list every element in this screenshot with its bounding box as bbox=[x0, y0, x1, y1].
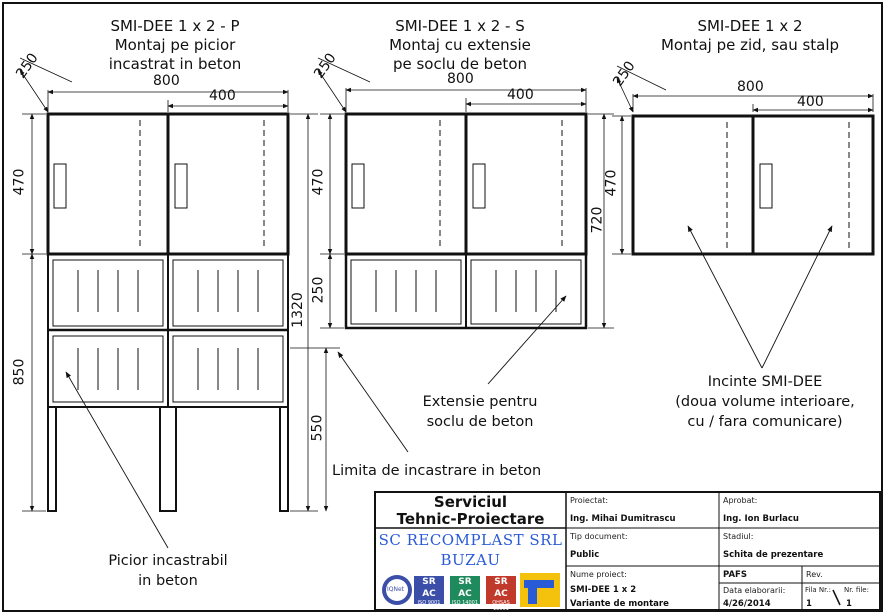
cert-badge-iso14001-label: SR AC bbox=[458, 577, 472, 599]
cert-badge-iso9001-label: SR AC bbox=[422, 577, 436, 599]
department-name bbox=[375, 494, 566, 528]
variant-p-dim-half: 400 bbox=[209, 88, 236, 104]
cert-badge-iso9001 bbox=[414, 576, 444, 604]
tip-document-label: Tip document: bbox=[570, 532, 628, 541]
variant-s-drawing bbox=[318, 58, 614, 328]
cert-badge-iso9001-sub: ISO 9001 bbox=[417, 600, 441, 606]
variant-s-dim-lower: 250 bbox=[310, 276, 327, 304]
aprobat-label: Aprobat: bbox=[723, 496, 758, 505]
nr-file-label: Nr. file: bbox=[844, 586, 869, 594]
fila-label: Fila Nr.: bbox=[805, 586, 831, 594]
aprobat-value: Ing. Ion Burlacu bbox=[723, 514, 799, 524]
variant-p-drawing bbox=[20, 58, 340, 511]
variant-p-dim-lower: 850 bbox=[11, 358, 28, 386]
cert-badge-ohsas-sub: OHSAS 18001 bbox=[492, 600, 510, 612]
tip-document-value: Public bbox=[570, 550, 600, 560]
data-elaborarii-value: 4/26/2014 bbox=[723, 599, 771, 609]
cert-badge-ohsas-label: SR AC bbox=[494, 577, 508, 599]
leg-label-line2: in beton bbox=[138, 573, 198, 589]
variant-s-dim-total: 720 bbox=[589, 206, 606, 234]
proiectat-label: Proiectat: bbox=[570, 496, 609, 505]
extension-label-line2: soclu de beton bbox=[426, 414, 534, 430]
rev-label: Rev. bbox=[806, 570, 823, 579]
cert-badge-ohsas bbox=[486, 576, 516, 612]
stadiul-label: Stadiul: bbox=[723, 532, 754, 541]
variant-p-title-line2: Montaj pe picior bbox=[114, 36, 236, 54]
extension-label bbox=[410, 392, 550, 432]
enclosure-label bbox=[660, 372, 870, 432]
department-line1: Serviciul bbox=[433, 493, 508, 511]
variant-s-title-line3: pe soclu de beton bbox=[392, 55, 528, 73]
iqnet-label: IQNet bbox=[387, 586, 405, 593]
proiectat-value: Ing. Mihai Dumitrascu bbox=[570, 514, 676, 524]
variant-s-title-line2: Montaj cu extensie bbox=[389, 36, 531, 54]
variant-p-title-line3: incastrat in beton bbox=[108, 55, 242, 73]
nume-proiect-value2: Variante de montare bbox=[570, 599, 669, 609]
nr-file-value: 1 bbox=[846, 599, 852, 609]
variant-s-dim-depth: 250 bbox=[311, 50, 340, 82]
company-logo bbox=[520, 573, 560, 607]
enclosure-label-line1: Incinte SMI-DEE bbox=[707, 374, 823, 390]
variant-s-title-line1: SMI-DEE 1 x 2 - S bbox=[395, 17, 525, 35]
variant-p-dim-width: 800 bbox=[153, 73, 180, 89]
variant-s-dim-upper: 470 bbox=[310, 168, 327, 196]
extension-label-line1: Extensie pentru bbox=[422, 394, 538, 410]
embed-depth-dim: 550 bbox=[309, 414, 326, 442]
variant-s-title bbox=[370, 17, 550, 74]
variant-wall-title-line1: SMI-DEE 1 x 2 bbox=[697, 17, 803, 35]
embed-limit-label: Limita de incastrare in beton bbox=[332, 463, 542, 479]
variant-p-dim-total: 1320 bbox=[289, 292, 306, 328]
variant-p-title-line1: SMI-DEE 1 x 2 - P bbox=[110, 17, 240, 35]
variant-wall-dim-half: 400 bbox=[797, 94, 824, 110]
cert-badge-iso14001-sub: ISO 14001 bbox=[451, 600, 479, 606]
variant-s-dim-half: 400 bbox=[507, 87, 534, 103]
cert-badge-iso14001 bbox=[450, 576, 480, 604]
nume-proiect-value1: SMI-DEE 1 x 2 bbox=[570, 585, 637, 595]
company-line1: SC RECOMPLAST SRL bbox=[378, 531, 563, 549]
variant-p-dim-depth: 250 bbox=[13, 50, 42, 82]
variant-wall-title bbox=[650, 17, 850, 55]
cod-value: PAFS bbox=[723, 570, 747, 580]
stadiul-value: Schita de prezentare bbox=[723, 550, 824, 560]
variant-wall-dim-depth: 250 bbox=[610, 58, 639, 90]
variant-wall-dim-width: 800 bbox=[737, 79, 764, 95]
leg-label bbox=[98, 551, 238, 591]
variant-p-title bbox=[85, 17, 265, 74]
leg-label-line1: Picior incastrabil bbox=[108, 553, 228, 569]
department-line2: Tehnic-Proiectare bbox=[396, 510, 545, 528]
enclosure-label-line2: (doua volume interioare, bbox=[675, 394, 855, 410]
variant-p-dim-upper: 470 bbox=[11, 168, 28, 196]
company-name bbox=[375, 530, 566, 570]
data-elaborarii-label: Data elaborarii: bbox=[723, 586, 786, 595]
nume-proiect-label: Nume proiect: bbox=[570, 570, 627, 579]
enclosure-label-line3: cu / fara comunicare) bbox=[687, 414, 843, 430]
variant-wall-dim-upper: 470 bbox=[603, 169, 620, 197]
variant-s-dim-width: 800 bbox=[447, 71, 474, 87]
fila-value: 1 bbox=[806, 599, 812, 609]
company-line2: BUZAU bbox=[440, 551, 501, 569]
variant-wall-title-line2: Montaj pe zid, sau stalp bbox=[660, 36, 840, 54]
